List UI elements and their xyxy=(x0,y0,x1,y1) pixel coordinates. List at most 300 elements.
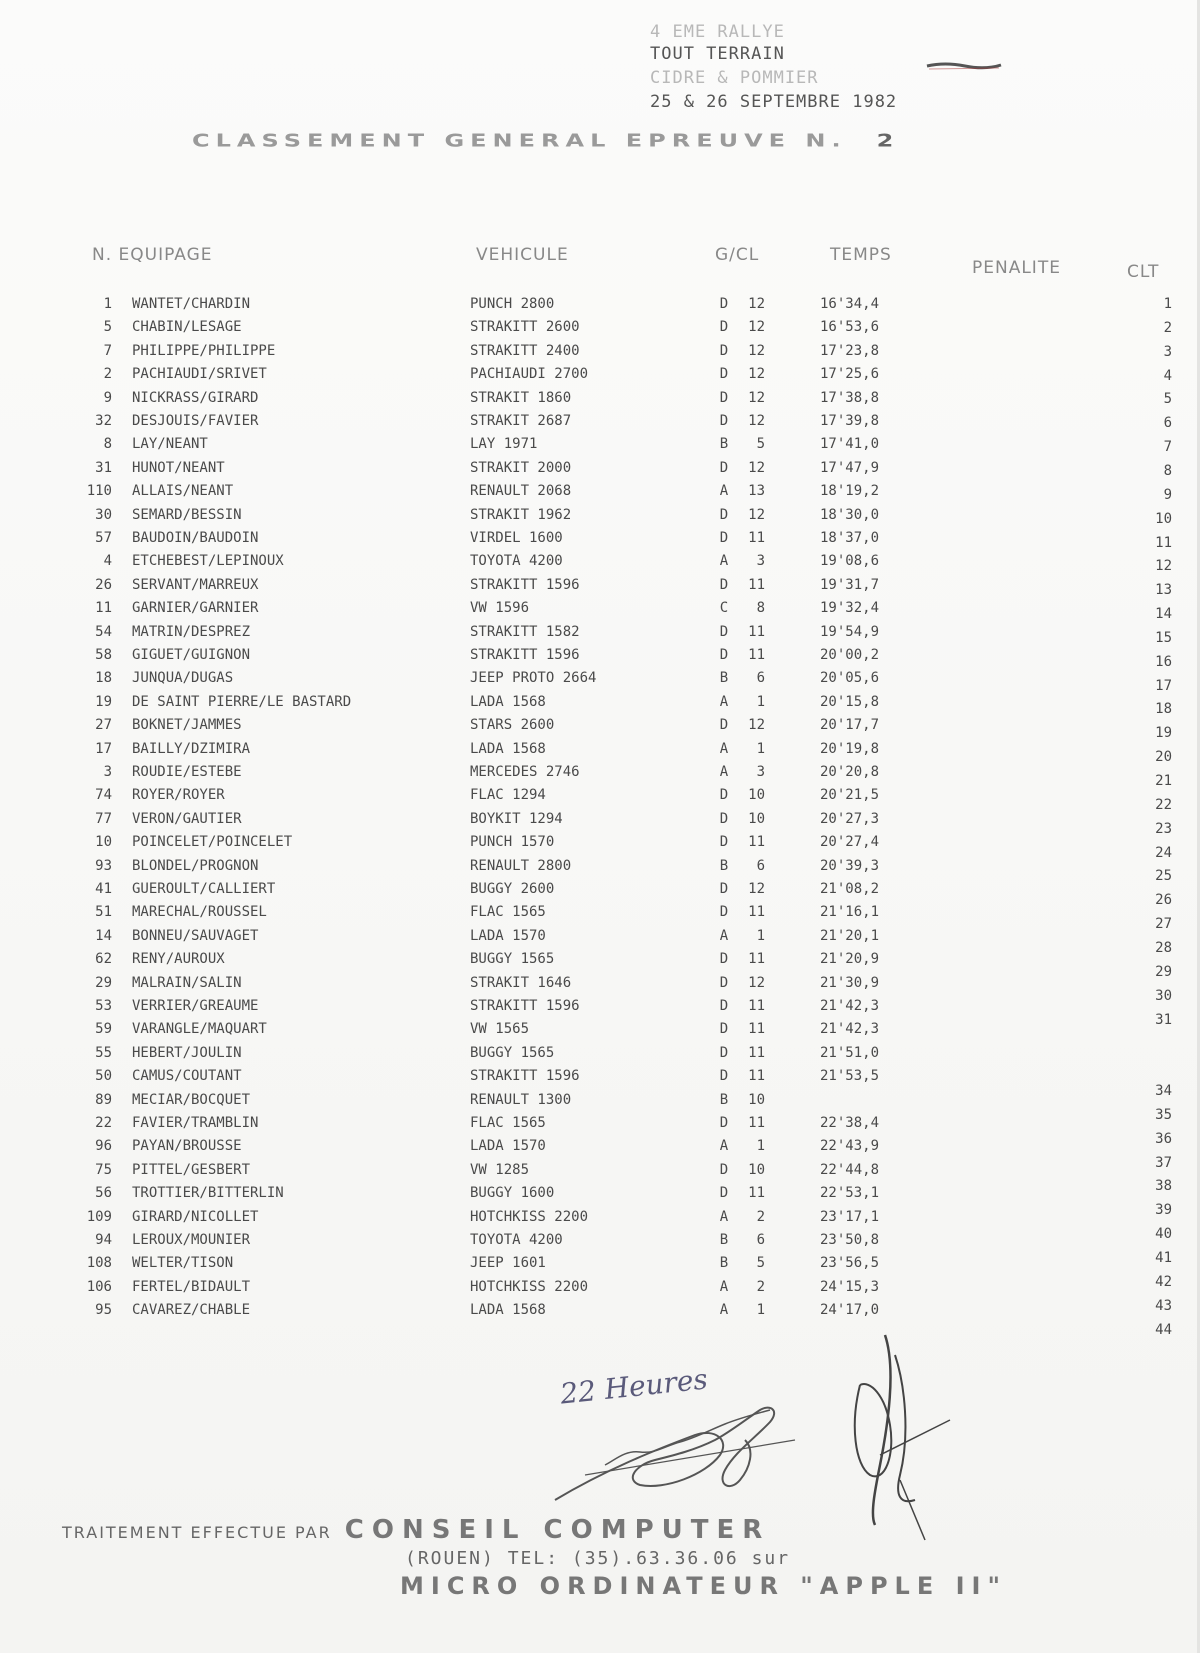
table-row xyxy=(0,507,1200,530)
title-text: CLASSEMENT GENERAL EPREUVE N. xyxy=(192,130,847,151)
group: D xyxy=(719,1185,729,1202)
crew-number: 58 xyxy=(95,647,112,663)
table-row xyxy=(0,460,1200,483)
crew-names: HEBERT/JOULIN xyxy=(132,1044,242,1061)
time: 22'43,9 xyxy=(820,1138,880,1155)
crew-number: 56 xyxy=(95,1185,112,1202)
class: 6 xyxy=(756,670,765,687)
rank: 41 xyxy=(1155,1250,1172,1266)
crew-names: WELTER/TISON xyxy=(132,1255,234,1272)
class: 10 xyxy=(748,787,765,804)
crew-names: POINCELET/POINCELET xyxy=(132,834,293,851)
vehicle: STRAKITT 1596 xyxy=(470,1068,580,1085)
class: 1 xyxy=(756,1302,765,1319)
rank: 9 xyxy=(1163,486,1172,503)
crew-names: VERON/GAUTIER xyxy=(132,810,242,827)
group: A xyxy=(719,927,729,944)
time: 18'37,0 xyxy=(820,530,880,546)
handwritten-note: 22 Heures xyxy=(558,1362,710,1411)
table-row xyxy=(0,904,1200,933)
vehicle: LADA 1568 xyxy=(470,1302,546,1319)
table-row xyxy=(0,366,1200,389)
time: 23'17,1 xyxy=(820,1208,880,1225)
time: 17'41,0 xyxy=(820,436,880,453)
crew-number: 7 xyxy=(103,342,112,359)
vehicle: RENAULT 2800 xyxy=(470,857,572,874)
crew-names: TROTTIER/BITTERLIN xyxy=(132,1185,284,1202)
crew-number: 93 xyxy=(95,857,112,874)
group: A xyxy=(719,740,729,757)
time: 21'42,3 xyxy=(820,1021,880,1038)
time: 19'08,6 xyxy=(820,553,880,570)
rank: 25 xyxy=(1155,868,1172,885)
group: B xyxy=(719,1255,729,1272)
crew-names: BLONDEL/PROGNON xyxy=(132,857,259,874)
vehicle: RENAULT 2068 xyxy=(470,483,572,500)
vehicle: VW 1285 xyxy=(470,1161,530,1178)
group: D xyxy=(719,1068,729,1085)
vehicle: STRAKIT 1860 xyxy=(470,389,572,406)
rank: 7 xyxy=(1163,439,1172,456)
table-row xyxy=(0,319,1200,342)
crew-names: VERRIER/GREAUME xyxy=(132,998,259,1014)
time: 20'15,8 xyxy=(820,693,880,710)
vehicle: FLAC 1294 xyxy=(470,787,546,804)
crew-names: FAVIER/TRAMBLIN xyxy=(132,1115,259,1131)
crew-number: 31 xyxy=(95,459,112,476)
group: D xyxy=(719,810,729,827)
time: 17'23,8 xyxy=(820,342,880,359)
rank: 15 xyxy=(1155,629,1172,646)
group: D xyxy=(719,1021,729,1038)
crew-names: CAMUS/COUTANT xyxy=(132,1068,242,1085)
crew-number: 74 xyxy=(95,787,112,804)
time: 21'08,2 xyxy=(820,881,880,897)
group: A xyxy=(719,1138,729,1155)
time: 21'30,9 xyxy=(820,974,880,991)
table-row xyxy=(0,296,1200,319)
rank: 43 xyxy=(1155,1297,1172,1314)
crew-names: WANTET/CHARDIN xyxy=(132,296,251,312)
time: 20'27,4 xyxy=(820,834,880,851)
table-row xyxy=(0,834,1200,861)
class: 1 xyxy=(756,740,765,757)
group: A xyxy=(719,1278,729,1295)
table-row xyxy=(0,624,1200,647)
class: 11 xyxy=(748,834,765,851)
class: 10 xyxy=(748,1091,765,1108)
crew-number: 53 xyxy=(95,998,112,1014)
crew-number: 30 xyxy=(95,506,112,523)
footer-prefix: TRAITEMENT EFFECTUE PAR xyxy=(62,1523,332,1542)
group: D xyxy=(719,296,729,312)
group: A xyxy=(719,764,729,780)
crew-number: 110 xyxy=(86,483,112,500)
col-header-vehicule: VEHICULE xyxy=(476,245,569,265)
crew-names: CAVAREZ/CHABLE xyxy=(132,1302,251,1319)
vehicle: STRAKITT 1596 xyxy=(470,998,580,1014)
rank: 3 xyxy=(1163,343,1172,360)
vehicle: STARS 2600 xyxy=(470,717,555,734)
crew-number: 9 xyxy=(103,389,112,406)
time: 21'20,1 xyxy=(820,927,880,944)
crew-number: 11 xyxy=(95,600,112,617)
vehicle: VW 1596 xyxy=(470,600,530,617)
crew-names: LAY/NEANT xyxy=(132,436,208,453)
crew-names: ROYER/ROYER xyxy=(132,787,225,804)
crew-number: 14 xyxy=(95,927,112,944)
time: 17'47,9 xyxy=(820,459,880,476)
time: 16'53,6 xyxy=(820,319,880,336)
crew-number: 95 xyxy=(95,1302,112,1319)
rank: 5 xyxy=(1163,391,1172,408)
group: D xyxy=(719,459,729,476)
table-row xyxy=(0,577,1200,600)
rank: 44 xyxy=(1155,1321,1172,1338)
time: 19'32,4 xyxy=(820,600,880,617)
class: 11 xyxy=(748,647,765,663)
table-row xyxy=(0,927,1200,956)
rank: 2 xyxy=(1163,319,1172,336)
table-row xyxy=(0,951,1200,980)
crew-number: 106 xyxy=(86,1278,112,1295)
rank: 34 xyxy=(1155,1083,1172,1100)
time: 20'19,8 xyxy=(820,740,880,757)
vehicle: BOYKIT 1294 xyxy=(470,810,563,827)
crew-names: ETCHEBEST/LEPINOUX xyxy=(132,553,284,570)
rank: 24 xyxy=(1155,844,1172,861)
time: 20'05,6 xyxy=(820,670,880,687)
table-row xyxy=(0,553,1200,576)
vehicle: TOYOTA 4200 xyxy=(470,553,563,570)
crew-names: MALRAIN/SALIN xyxy=(132,974,242,991)
crew-number: 32 xyxy=(95,413,112,429)
time: 22'53,1 xyxy=(820,1185,880,1202)
rank: 26 xyxy=(1155,892,1172,909)
col-header-clt: CLT xyxy=(1127,262,1160,282)
class: 12 xyxy=(748,717,765,734)
crew-number: 4 xyxy=(103,553,112,570)
class: 11 xyxy=(748,530,765,546)
class: 12 xyxy=(748,389,765,406)
vehicle: PACHIAUDI 2700 xyxy=(470,366,589,383)
rank: 28 xyxy=(1155,939,1172,956)
time: 22'38,4 xyxy=(820,1115,880,1131)
vehicle: STRAKITT 1582 xyxy=(470,623,580,640)
group: B xyxy=(719,857,729,874)
rank: 4 xyxy=(1163,367,1172,384)
rank: 22 xyxy=(1155,796,1172,813)
rank: 12 xyxy=(1155,558,1172,575)
group: D xyxy=(719,1161,729,1178)
time: 18'19,2 xyxy=(820,483,880,500)
crew-number: 50 xyxy=(95,1068,112,1085)
crew-number: 75 xyxy=(95,1161,112,1178)
group: D xyxy=(719,951,729,968)
page-title xyxy=(192,130,899,151)
group: D xyxy=(719,623,729,640)
group: D xyxy=(719,342,729,359)
class: 12 xyxy=(748,366,765,383)
crew-number: 108 xyxy=(86,1255,112,1272)
event-edition: 4 EME RALLYE xyxy=(650,22,785,42)
crew-names: VARANGLE/MAQUART xyxy=(132,1021,267,1038)
class: 12 xyxy=(748,413,765,429)
crew-number: 8 xyxy=(103,436,112,453)
footer-line-3: MICRO ORDINATEUR "APPLE II" xyxy=(400,1572,1007,1600)
footer-line-1 xyxy=(62,1515,770,1545)
rank: 6 xyxy=(1163,415,1172,432)
rank: 11 xyxy=(1155,534,1172,551)
crew-number: 77 xyxy=(95,810,112,827)
table-row xyxy=(0,717,1200,740)
time: 17'38,8 xyxy=(820,389,880,406)
crew-names: GARNIER/GARNIER xyxy=(132,600,259,617)
rank: 29 xyxy=(1155,963,1172,980)
table-row xyxy=(0,530,1200,553)
crew-number: 89 xyxy=(95,1091,112,1108)
crew-names: SEMARD/BESSIN xyxy=(132,506,242,523)
vehicle: LADA 1568 xyxy=(470,693,546,710)
class: 11 xyxy=(748,1044,765,1061)
group: D xyxy=(719,530,729,546)
class: 2 xyxy=(756,1208,765,1225)
table-row xyxy=(0,787,1200,813)
class: 6 xyxy=(756,857,765,874)
crew-names: HUNOT/NEANT xyxy=(132,459,225,476)
class: 11 xyxy=(748,1021,765,1038)
time: 21'20,9 xyxy=(820,951,880,968)
class: 6 xyxy=(756,1232,765,1248)
rank: 37 xyxy=(1155,1154,1172,1171)
group: B xyxy=(719,670,729,687)
vehicle: LAY 1971 xyxy=(470,436,538,453)
rank: 27 xyxy=(1155,916,1172,933)
class: 11 xyxy=(748,951,765,968)
class: 11 xyxy=(748,904,765,921)
rank: 1 xyxy=(1163,296,1172,312)
vehicle: BUGGY 2600 xyxy=(470,881,555,897)
crew-names: RENY/AUROUX xyxy=(132,951,225,968)
crew-number: 27 xyxy=(95,717,112,734)
vehicle: STRAKITT 1596 xyxy=(470,576,580,593)
time: 20'17,7 xyxy=(820,717,880,734)
class: 12 xyxy=(748,342,765,359)
vehicle: FLAC 1565 xyxy=(470,904,546,921)
staple-mark-icon xyxy=(925,58,1005,74)
class: 1 xyxy=(756,693,765,710)
rank: 31 xyxy=(1155,1011,1172,1028)
rank: 19 xyxy=(1155,725,1172,742)
crew-number: 10 xyxy=(95,834,112,851)
vehicle: FLAC 1565 xyxy=(470,1115,546,1131)
class: 10 xyxy=(748,810,765,827)
vehicle: STRAKITT 1596 xyxy=(470,647,580,663)
vehicle: STRAKIT 2000 xyxy=(470,459,572,476)
time: 23'56,5 xyxy=(820,1255,880,1272)
group: D xyxy=(719,717,729,734)
table-row xyxy=(0,974,1200,1004)
table-row xyxy=(0,881,1200,909)
table-row xyxy=(0,390,1200,413)
class: 5 xyxy=(756,436,765,453)
col-header-gcl: G/CL xyxy=(715,245,760,265)
col-header-temps: TEMPS xyxy=(830,245,892,265)
group: A xyxy=(719,1302,729,1319)
crew-number: 26 xyxy=(95,576,112,593)
group: A xyxy=(719,483,729,500)
group: D xyxy=(719,974,729,991)
time: 20'20,8 xyxy=(820,764,880,780)
crew-number: 54 xyxy=(95,623,112,640)
class: 11 xyxy=(748,1185,765,1202)
group: D xyxy=(719,576,729,593)
group: A xyxy=(719,693,729,710)
event-type: TOUT TERRAIN xyxy=(650,44,785,64)
crew-names: ROUDIE/ESTEBE xyxy=(132,764,242,780)
time: 21'53,5 xyxy=(820,1068,880,1085)
class: 3 xyxy=(756,764,765,780)
signature-right xyxy=(840,1325,960,1545)
group: D xyxy=(719,647,729,663)
vehicle: BUGGY 1600 xyxy=(470,1185,555,1202)
crew-names: LEROUX/MOUNIER xyxy=(132,1232,251,1248)
rank: 35 xyxy=(1155,1106,1172,1123)
crew-number: 41 xyxy=(95,881,112,897)
table-row xyxy=(0,1021,1200,1044)
crew-number: 3 xyxy=(103,764,112,780)
vehicle: JEEP 1601 xyxy=(470,1255,546,1272)
class: 12 xyxy=(748,296,765,312)
group: B xyxy=(719,1091,729,1108)
time: 20'00,2 xyxy=(820,647,880,663)
event-date: 25 & 26 SEPTEMBRE 1982 xyxy=(650,92,898,112)
vehicle: LADA 1570 xyxy=(470,927,546,944)
group: D xyxy=(719,787,729,804)
vehicle: HOTCHKISS 2200 xyxy=(470,1208,589,1225)
class: 3 xyxy=(756,553,765,570)
group: D xyxy=(719,998,729,1014)
crew-names: GIGUET/GUIGNON xyxy=(132,647,251,663)
class: 1 xyxy=(756,1138,765,1155)
table-row xyxy=(0,343,1200,366)
crew-names: MARECHAL/ROUSSEL xyxy=(132,904,267,921)
table-row xyxy=(0,413,1200,436)
table-row xyxy=(0,998,1200,1028)
table-row xyxy=(0,810,1200,837)
crew-names: BAUDOIN/BAUDOIN xyxy=(132,530,259,546)
class: 11 xyxy=(748,576,765,593)
crew-names: GUEROULT/CALLIERT xyxy=(132,881,276,897)
crew-number: 29 xyxy=(95,974,112,991)
group: D xyxy=(719,389,729,406)
rank: 23 xyxy=(1155,820,1172,837)
crew-names: FERTEL/BIDAULT xyxy=(132,1278,251,1295)
time: 24'15,3 xyxy=(820,1278,880,1295)
crew-names: MATRIN/DESPREZ xyxy=(132,623,251,640)
rank: 40 xyxy=(1155,1226,1172,1243)
vehicle: STRAKIT 2687 xyxy=(470,413,572,429)
signature-left xyxy=(545,1380,805,1520)
time: 17'25,6 xyxy=(820,366,880,383)
time: 20'21,5 xyxy=(820,787,880,804)
time: 22'44,8 xyxy=(820,1161,880,1178)
table-row xyxy=(0,741,1200,764)
table-row xyxy=(0,764,1200,787)
rank: 38 xyxy=(1155,1178,1172,1195)
crew-names: PAYAN/BROUSSE xyxy=(132,1138,242,1155)
rank: 17 xyxy=(1155,677,1172,694)
group: D xyxy=(719,319,729,336)
table-row xyxy=(0,600,1200,623)
class: 10 xyxy=(748,1161,765,1178)
group: D xyxy=(719,366,729,383)
group: D xyxy=(719,506,729,523)
class: 2 xyxy=(756,1278,765,1295)
crew-names: MECIAR/BOCQUET xyxy=(132,1091,251,1108)
vehicle: STRAKITT 2400 xyxy=(470,342,580,359)
rank: 30 xyxy=(1155,987,1172,1004)
rank: 14 xyxy=(1155,606,1172,623)
crew-number: 51 xyxy=(95,904,112,921)
class: 5 xyxy=(756,1255,765,1272)
class: 11 xyxy=(748,998,765,1014)
vehicle: LADA 1568 xyxy=(470,740,546,757)
table-row xyxy=(0,694,1200,717)
crew-names: BONNEU/SAUVAGET xyxy=(132,927,259,944)
table-row xyxy=(0,483,1200,506)
time: 20'27,3 xyxy=(820,810,880,827)
crew-names: PITTEL/GESBERT xyxy=(132,1161,251,1178)
class: 1 xyxy=(756,927,765,944)
vehicle: MERCEDES 2746 xyxy=(470,764,580,780)
crew-number: 109 xyxy=(86,1208,112,1225)
group: D xyxy=(719,834,729,851)
crew-number: 18 xyxy=(95,670,112,687)
stage-number: 2 xyxy=(876,130,900,151)
class: 11 xyxy=(748,623,765,640)
rank: 16 xyxy=(1155,653,1172,670)
time: 23'50,8 xyxy=(820,1232,880,1248)
rank: 20 xyxy=(1155,749,1172,766)
crew-number: 62 xyxy=(95,951,112,968)
crew-number: 1 xyxy=(103,296,112,312)
crew-names: PACHIAUDI/SRIVET xyxy=(132,366,267,383)
time: 19'31,7 xyxy=(820,576,880,593)
group: D xyxy=(719,1044,729,1061)
time: 24'17,0 xyxy=(820,1302,880,1319)
table-row xyxy=(0,670,1200,693)
table-row xyxy=(0,1045,1200,1068)
vehicle: STRAKITT 2600 xyxy=(470,319,580,336)
table-row xyxy=(0,857,1200,885)
class: 12 xyxy=(748,506,765,523)
table-row xyxy=(0,1302,1200,1338)
col-header-equipage: N. EQUIPAGE xyxy=(92,245,213,265)
time: 16'34,4 xyxy=(820,296,880,312)
rank: 21 xyxy=(1155,773,1172,789)
time: 18'30,0 xyxy=(820,506,880,523)
vehicle: VW 1565 xyxy=(470,1021,530,1038)
footer-line-2: (ROUEN) TEL: (35).63.36.06 sur xyxy=(405,1548,791,1569)
crew-number: 22 xyxy=(95,1115,112,1131)
rank: 10 xyxy=(1155,510,1172,527)
crew-names: BOKNET/JAMMES xyxy=(132,717,242,734)
rank: 42 xyxy=(1155,1273,1172,1290)
time: 21'16,1 xyxy=(820,904,880,921)
time: 19'54,9 xyxy=(820,623,880,640)
vehicle: STRAKIT 1646 xyxy=(470,974,572,991)
